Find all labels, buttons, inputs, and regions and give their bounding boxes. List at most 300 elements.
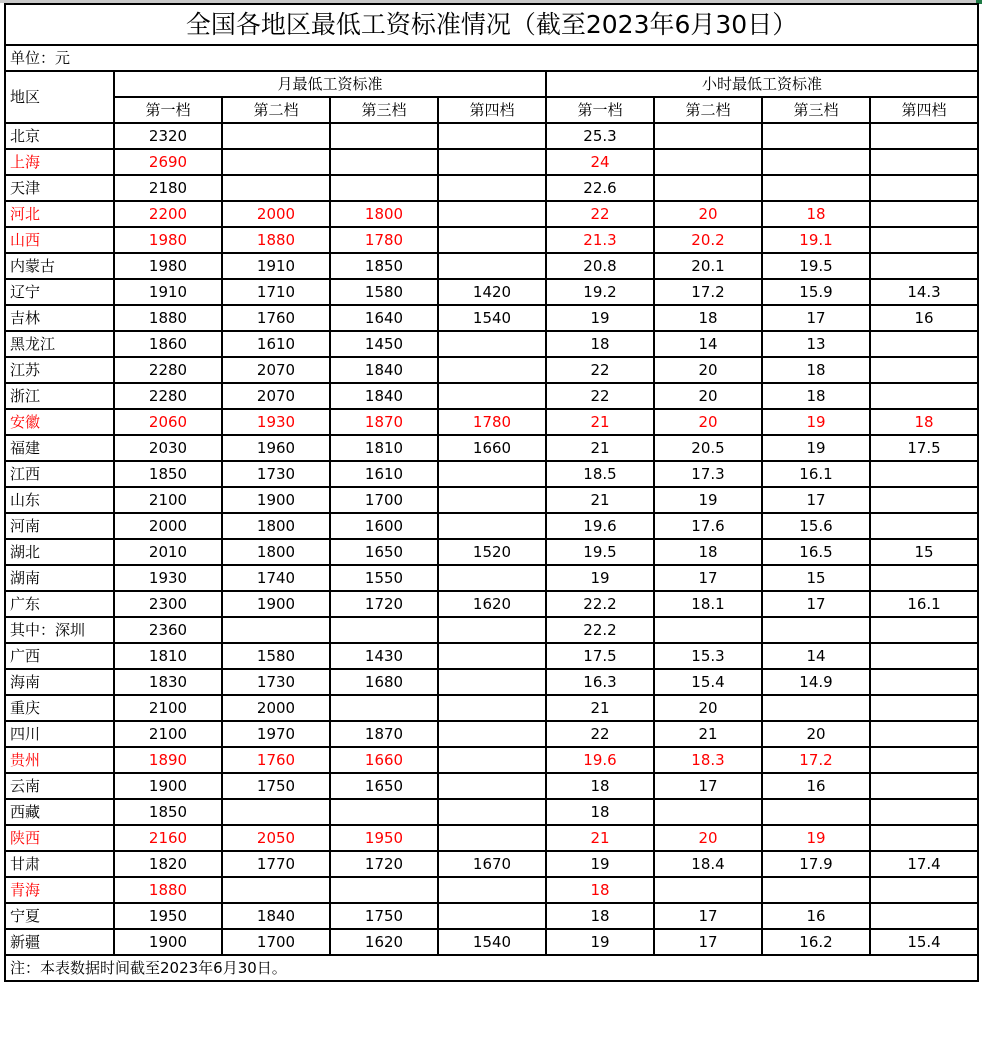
hourly-tier-2-cell[interactable]: 20	[654, 695, 762, 721]
monthly-tier-4-cell[interactable]: 1520	[438, 539, 546, 565]
monthly-tier-4-cell[interactable]	[438, 123, 546, 149]
monthly-tier-1-cell[interactable]: 1900	[114, 773, 222, 799]
hourly-tier-3-cell[interactable]	[762, 149, 870, 175]
monthly-tier-3-cell[interactable]: 1750	[330, 903, 438, 929]
hourly-tier-2-cell[interactable]: 18.3	[654, 747, 762, 773]
hourly-tier-3-cell[interactable]	[762, 123, 870, 149]
hourly-tier-2-cell[interactable]: 17.6	[654, 513, 762, 539]
hourly-tier-4-cell[interactable]	[870, 617, 978, 643]
monthly-tier-3-cell[interactable]: 1700	[330, 487, 438, 513]
monthly-tier-4-cell[interactable]	[438, 617, 546, 643]
monthly-tier-1-cell[interactable]: 2100	[114, 721, 222, 747]
monthly-tier-3-cell[interactable]: 1950	[330, 825, 438, 851]
monthly-tier-4-cell[interactable]: 1660	[438, 435, 546, 461]
region-cell[interactable]: 广西	[5, 643, 114, 669]
monthly-tier-4-cell[interactable]	[438, 253, 546, 279]
region-cell[interactable]: 山东	[5, 487, 114, 513]
hourly-tier-2-cell[interactable]: 17	[654, 565, 762, 591]
monthly-tier-1-cell[interactable]: 1890	[114, 747, 222, 773]
hourly-tier-3-cell[interactable]	[762, 695, 870, 721]
region-cell[interactable]: 云南	[5, 773, 114, 799]
hourly-tier-2-cell[interactable]: 15.4	[654, 669, 762, 695]
monthly-tier-2-cell[interactable]: 2000	[222, 695, 330, 721]
monthly-tier-2-cell[interactable]: 1970	[222, 721, 330, 747]
monthly-tier-3-cell[interactable]: 1650	[330, 773, 438, 799]
monthly-tier-3-cell[interactable]	[330, 617, 438, 643]
hourly-tier-3-cell[interactable]	[762, 799, 870, 825]
hourly-tier-3-cell[interactable]: 16	[762, 903, 870, 929]
monthly-tier-4-cell[interactable]: 1620	[438, 591, 546, 617]
region-cell[interactable]: 甘肃	[5, 851, 114, 877]
monthly-tier-4-cell[interactable]	[438, 565, 546, 591]
monthly-tier-4-cell[interactable]: 1670	[438, 851, 546, 877]
hourly-tier-1-cell[interactable]: 19	[546, 565, 654, 591]
monthly-tier-1-cell[interactable]: 1980	[114, 253, 222, 279]
hourly-tier-1-cell[interactable]: 17.5	[546, 643, 654, 669]
monthly-tier-3-cell[interactable]	[330, 877, 438, 903]
region-cell[interactable]: 海南	[5, 669, 114, 695]
monthly-tier-3-cell[interactable]: 1600	[330, 513, 438, 539]
monthly-tier-1-cell[interactable]: 2030	[114, 435, 222, 461]
monthly-tier-1-cell[interactable]: 1880	[114, 305, 222, 331]
hourly-tier-4-cell[interactable]	[870, 487, 978, 513]
monthly-tier-2-cell[interactable]: 1800	[222, 539, 330, 565]
monthly-tier-2-cell[interactable]: 1730	[222, 461, 330, 487]
hourly-tier-1-cell[interactable]: 19.2	[546, 279, 654, 305]
hourly-tier-4-cell[interactable]: 17.5	[870, 435, 978, 461]
hourly-tier-3-cell[interactable]: 13	[762, 331, 870, 357]
monthly-tier-1-cell[interactable]: 1820	[114, 851, 222, 877]
hourly-tier-3-cell[interactable]: 19	[762, 435, 870, 461]
hourly-tier-2-cell[interactable]: 18.1	[654, 591, 762, 617]
hourly-tier-2-cell[interactable]: 18	[654, 539, 762, 565]
hourly-tier-2-cell[interactable]: 20	[654, 409, 762, 435]
hourly-tier-4-cell[interactable]: 18	[870, 409, 978, 435]
hourly-tier-4-cell[interactable]	[870, 175, 978, 201]
monthly-tier-1-cell[interactable]: 2300	[114, 591, 222, 617]
region-cell[interactable]: 河北	[5, 201, 114, 227]
region-cell[interactable]: 湖北	[5, 539, 114, 565]
hourly-tier-3-cell[interactable]: 16.5	[762, 539, 870, 565]
hourly-tier-4-cell[interactable]	[870, 227, 978, 253]
hourly-tier-1-cell[interactable]: 19	[546, 305, 654, 331]
monthly-tier-4-cell[interactable]	[438, 331, 546, 357]
monthly-tier-2-cell[interactable]: 1910	[222, 253, 330, 279]
hourly-tier-3-header[interactable]: 第三档	[762, 97, 870, 123]
hourly-tier-2-cell[interactable]: 20	[654, 825, 762, 851]
monthly-tier-1-cell[interactable]: 2000	[114, 513, 222, 539]
hourly-tier-1-cell[interactable]: 24	[546, 149, 654, 175]
monthly-tier-1-cell[interactable]: 2010	[114, 539, 222, 565]
hourly-tier-1-cell[interactable]: 18	[546, 903, 654, 929]
hourly-tier-1-cell[interactable]: 19.5	[546, 539, 654, 565]
region-column-header[interactable]: 地区	[5, 71, 114, 123]
monthly-tier-3-cell[interactable]: 1720	[330, 851, 438, 877]
hourly-tier-4-cell[interactable]	[870, 721, 978, 747]
hourly-tier-2-cell[interactable]: 20.1	[654, 253, 762, 279]
monthly-tier-4-cell[interactable]	[438, 773, 546, 799]
monthly-tier-4-cell[interactable]	[438, 227, 546, 253]
monthly-tier-2-cell[interactable]: 1960	[222, 435, 330, 461]
region-cell[interactable]: 广东	[5, 591, 114, 617]
hourly-tier-3-cell[interactable]	[762, 617, 870, 643]
region-cell[interactable]: 宁夏	[5, 903, 114, 929]
monthly-tier-3-cell[interactable]: 1840	[330, 383, 438, 409]
region-cell[interactable]: 西藏	[5, 799, 114, 825]
monthly-tier-2-header[interactable]: 第二档	[222, 97, 330, 123]
monthly-tier-3-cell[interactable]	[330, 695, 438, 721]
monthly-tier-3-cell[interactable]	[330, 123, 438, 149]
region-cell[interactable]: 湖南	[5, 565, 114, 591]
monthly-tier-3-cell[interactable]: 1810	[330, 435, 438, 461]
monthly-tier-2-cell[interactable]	[222, 175, 330, 201]
hourly-tier-2-cell[interactable]: 18	[654, 305, 762, 331]
hourly-tier-1-cell[interactable]: 19	[546, 851, 654, 877]
monthly-tier-2-cell[interactable]	[222, 799, 330, 825]
hourly-tier-1-cell[interactable]: 18.5	[546, 461, 654, 487]
monthly-tier-3-cell[interactable]: 1660	[330, 747, 438, 773]
monthly-tier-1-cell[interactable]: 2690	[114, 149, 222, 175]
hourly-tier-3-cell[interactable]: 17	[762, 591, 870, 617]
hourly-tier-1-cell[interactable]: 20.8	[546, 253, 654, 279]
hourly-tier-2-cell[interactable]: 17.2	[654, 279, 762, 305]
hourly-tier-4-cell[interactable]	[870, 461, 978, 487]
monthly-tier-4-cell[interactable]	[438, 461, 546, 487]
hourly-tier-3-cell[interactable]: 18	[762, 383, 870, 409]
table-title[interactable]: 全国各地区最低工资标准情况（截至2023年6月30日）	[5, 4, 978, 45]
monthly-tier-2-cell[interactable]	[222, 617, 330, 643]
monthly-tier-4-cell[interactable]	[438, 487, 546, 513]
monthly-tier-1-cell[interactable]: 2360	[114, 617, 222, 643]
hourly-tier-3-cell[interactable]: 16	[762, 773, 870, 799]
monthly-tier-1-cell[interactable]: 2160	[114, 825, 222, 851]
hourly-tier-4-cell[interactable]	[870, 799, 978, 825]
monthly-tier-3-cell[interactable]: 1840	[330, 357, 438, 383]
monthly-tier-3-cell[interactable]: 1610	[330, 461, 438, 487]
monthly-tier-2-cell[interactable]	[222, 877, 330, 903]
hourly-tier-2-cell[interactable]: 18.4	[654, 851, 762, 877]
hourly-tier-3-cell[interactable]: 16.1	[762, 461, 870, 487]
hourly-tier-4-cell[interactable]	[870, 747, 978, 773]
hourly-tier-4-cell[interactable]	[870, 825, 978, 851]
monthly-tier-2-cell[interactable]: 1710	[222, 279, 330, 305]
hourly-tier-2-cell[interactable]	[654, 175, 762, 201]
hourly-tier-2-cell[interactable]: 17	[654, 773, 762, 799]
monthly-tier-4-cell[interactable]	[438, 877, 546, 903]
hourly-tier-3-cell[interactable]: 16.2	[762, 929, 870, 955]
hourly-tier-2-cell[interactable]: 20	[654, 201, 762, 227]
monthly-tier-2-cell[interactable]: 1750	[222, 773, 330, 799]
monthly-tier-2-cell[interactable]: 2050	[222, 825, 330, 851]
hourly-tier-4-cell[interactable]	[870, 695, 978, 721]
region-cell[interactable]: 江西	[5, 461, 114, 487]
hourly-tier-1-cell[interactable]: 21	[546, 409, 654, 435]
region-cell[interactable]: 青海	[5, 877, 114, 903]
monthly-tier-3-cell[interactable]: 1650	[330, 539, 438, 565]
hourly-tier-1-cell[interactable]: 21	[546, 487, 654, 513]
hourly-tier-2-cell[interactable]: 20	[654, 357, 762, 383]
monthly-tier-2-cell[interactable]: 1740	[222, 565, 330, 591]
hourly-tier-3-cell[interactable]: 17.9	[762, 851, 870, 877]
region-cell[interactable]: 内蒙古	[5, 253, 114, 279]
monthly-tier-1-cell[interactable]: 1950	[114, 903, 222, 929]
monthly-tier-2-cell[interactable]: 2070	[222, 357, 330, 383]
monthly-tier-1-cell[interactable]: 1980	[114, 227, 222, 253]
hourly-tier-3-cell[interactable]: 17	[762, 305, 870, 331]
hourly-tier-3-cell[interactable]	[762, 877, 870, 903]
monthly-group-header[interactable]: 月最低工资标准	[114, 71, 546, 97]
monthly-tier-2-cell[interactable]: 2070	[222, 383, 330, 409]
hourly-tier-4-cell[interactable]	[870, 669, 978, 695]
monthly-tier-2-cell[interactable]: 1840	[222, 903, 330, 929]
monthly-tier-1-cell[interactable]: 1830	[114, 669, 222, 695]
monthly-tier-2-cell[interactable]: 1580	[222, 643, 330, 669]
monthly-tier-2-cell[interactable]: 1760	[222, 305, 330, 331]
hourly-tier-4-cell[interactable]: 16.1	[870, 591, 978, 617]
hourly-tier-2-cell[interactable]	[654, 617, 762, 643]
monthly-tier-4-header[interactable]: 第四档	[438, 97, 546, 123]
monthly-tier-3-cell[interactable]: 1720	[330, 591, 438, 617]
monthly-tier-3-cell[interactable]: 1870	[330, 721, 438, 747]
hourly-tier-3-cell[interactable]: 17	[762, 487, 870, 513]
hourly-tier-1-cell[interactable]: 22	[546, 721, 654, 747]
hourly-tier-3-cell[interactable]: 17.2	[762, 747, 870, 773]
region-cell[interactable]: 贵州	[5, 747, 114, 773]
hourly-tier-4-cell[interactable]	[870, 643, 978, 669]
hourly-tier-2-cell[interactable]: 14	[654, 331, 762, 357]
hourly-tier-1-cell[interactable]: 16.3	[546, 669, 654, 695]
hourly-tier-3-cell[interactable]: 19.1	[762, 227, 870, 253]
region-cell[interactable]: 北京	[5, 123, 114, 149]
monthly-tier-3-cell[interactable]: 1640	[330, 305, 438, 331]
hourly-tier-1-cell[interactable]: 18	[546, 799, 654, 825]
region-cell[interactable]: 黑龙江	[5, 331, 114, 357]
monthly-tier-4-cell[interactable]: 1780	[438, 409, 546, 435]
hourly-tier-2-cell[interactable]	[654, 149, 762, 175]
monthly-tier-3-cell[interactable]: 1620	[330, 929, 438, 955]
region-cell[interactable]: 福建	[5, 435, 114, 461]
hourly-tier-3-cell[interactable]: 15.9	[762, 279, 870, 305]
monthly-tier-3-cell[interactable]: 1850	[330, 253, 438, 279]
monthly-tier-3-header[interactable]: 第三档	[330, 97, 438, 123]
hourly-tier-3-cell[interactable]: 18	[762, 357, 870, 383]
monthly-tier-3-cell[interactable]: 1450	[330, 331, 438, 357]
monthly-tier-3-cell[interactable]: 1680	[330, 669, 438, 695]
monthly-tier-2-cell[interactable]: 1930	[222, 409, 330, 435]
hourly-tier-2-cell[interactable]: 19	[654, 487, 762, 513]
monthly-tier-2-cell[interactable]: 1760	[222, 747, 330, 773]
monthly-tier-1-cell[interactable]: 1930	[114, 565, 222, 591]
hourly-tier-3-cell[interactable]: 15.6	[762, 513, 870, 539]
hourly-tier-4-cell[interactable]: 14.3	[870, 279, 978, 305]
hourly-tier-4-cell[interactable]: 15.4	[870, 929, 978, 955]
hourly-tier-3-cell[interactable]: 18	[762, 201, 870, 227]
hourly-tier-1-cell[interactable]: 19.6	[546, 513, 654, 539]
monthly-tier-1-header[interactable]: 第一档	[114, 97, 222, 123]
hourly-tier-1-cell[interactable]: 21	[546, 825, 654, 851]
monthly-tier-3-cell[interactable]: 1550	[330, 565, 438, 591]
hourly-tier-3-cell[interactable]: 14	[762, 643, 870, 669]
monthly-tier-1-cell[interactable]: 2320	[114, 123, 222, 149]
region-cell[interactable]: 陕西	[5, 825, 114, 851]
monthly-tier-4-cell[interactable]	[438, 799, 546, 825]
unit-label[interactable]: 单位：元	[5, 45, 978, 71]
hourly-tier-2-cell[interactable]: 15.3	[654, 643, 762, 669]
region-cell[interactable]: 天津	[5, 175, 114, 201]
monthly-tier-1-cell[interactable]: 2200	[114, 201, 222, 227]
monthly-tier-2-cell[interactable]: 1730	[222, 669, 330, 695]
hourly-tier-1-cell[interactable]: 22.2	[546, 591, 654, 617]
monthly-tier-4-cell[interactable]	[438, 747, 546, 773]
hourly-tier-2-header[interactable]: 第二档	[654, 97, 762, 123]
monthly-tier-4-cell[interactable]	[438, 825, 546, 851]
region-cell[interactable]: 安徽	[5, 409, 114, 435]
monthly-tier-2-cell[interactable]: 1880	[222, 227, 330, 253]
monthly-tier-1-cell[interactable]: 2280	[114, 357, 222, 383]
monthly-tier-3-cell[interactable]: 1870	[330, 409, 438, 435]
monthly-tier-4-cell[interactable]: 1420	[438, 279, 546, 305]
monthly-tier-1-cell[interactable]: 2180	[114, 175, 222, 201]
hourly-tier-4-cell[interactable]: 17.4	[870, 851, 978, 877]
hourly-tier-2-cell[interactable]	[654, 799, 762, 825]
monthly-tier-1-cell[interactable]: 2060	[114, 409, 222, 435]
monthly-tier-2-cell[interactable]: 1770	[222, 851, 330, 877]
monthly-tier-1-cell[interactable]: 2280	[114, 383, 222, 409]
monthly-tier-4-cell[interactable]	[438, 903, 546, 929]
hourly-tier-3-cell[interactable]: 20	[762, 721, 870, 747]
monthly-tier-4-cell[interactable]: 1540	[438, 929, 546, 955]
region-cell[interactable]: 吉林	[5, 305, 114, 331]
monthly-tier-2-cell[interactable]	[222, 123, 330, 149]
hourly-tier-2-cell[interactable]: 17.3	[654, 461, 762, 487]
hourly-tier-4-cell[interactable]	[870, 357, 978, 383]
hourly-tier-2-cell[interactable]: 17	[654, 929, 762, 955]
monthly-tier-2-cell[interactable]: 1800	[222, 513, 330, 539]
monthly-tier-4-cell[interactable]	[438, 643, 546, 669]
region-cell[interactable]: 重庆	[5, 695, 114, 721]
hourly-tier-4-cell[interactable]	[870, 123, 978, 149]
hourly-tier-4-cell[interactable]	[870, 565, 978, 591]
monthly-tier-2-cell[interactable]: 1900	[222, 487, 330, 513]
monthly-tier-2-cell[interactable]	[222, 149, 330, 175]
monthly-tier-2-cell[interactable]: 1700	[222, 929, 330, 955]
hourly-tier-4-cell[interactable]	[870, 331, 978, 357]
hourly-tier-3-cell[interactable]: 19	[762, 825, 870, 851]
monthly-tier-3-cell[interactable]: 1580	[330, 279, 438, 305]
hourly-tier-4-cell[interactable]	[870, 513, 978, 539]
hourly-tier-2-cell[interactable]: 21	[654, 721, 762, 747]
hourly-tier-2-cell[interactable]	[654, 123, 762, 149]
hourly-tier-4-cell[interactable]	[870, 383, 978, 409]
region-cell[interactable]: 山西	[5, 227, 114, 253]
monthly-tier-3-cell[interactable]: 1430	[330, 643, 438, 669]
hourly-tier-1-cell[interactable]: 18	[546, 773, 654, 799]
hourly-tier-1-cell[interactable]: 22.2	[546, 617, 654, 643]
region-cell[interactable]: 辽宁	[5, 279, 114, 305]
hourly-tier-4-cell[interactable]	[870, 149, 978, 175]
monthly-tier-4-cell[interactable]	[438, 669, 546, 695]
hourly-tier-4-cell[interactable]: 15	[870, 539, 978, 565]
monthly-tier-1-cell[interactable]: 1850	[114, 799, 222, 825]
monthly-tier-1-cell[interactable]: 1900	[114, 929, 222, 955]
monthly-tier-1-cell[interactable]: 1810	[114, 643, 222, 669]
monthly-tier-4-cell[interactable]	[438, 149, 546, 175]
hourly-tier-2-cell[interactable]: 20.2	[654, 227, 762, 253]
monthly-tier-1-cell[interactable]: 1880	[114, 877, 222, 903]
footnote[interactable]: 注：本表数据时间截至2023年6月30日。	[5, 955, 978, 981]
hourly-group-header[interactable]: 小时最低工资标准	[546, 71, 978, 97]
monthly-tier-4-cell[interactable]	[438, 695, 546, 721]
hourly-tier-2-cell[interactable]: 20	[654, 383, 762, 409]
hourly-tier-4-cell[interactable]	[870, 773, 978, 799]
hourly-tier-2-cell[interactable]: 20.5	[654, 435, 762, 461]
hourly-tier-2-cell[interactable]: 17	[654, 903, 762, 929]
hourly-tier-1-cell[interactable]: 19.6	[546, 747, 654, 773]
monthly-tier-4-cell[interactable]	[438, 175, 546, 201]
hourly-tier-4-cell[interactable]	[870, 201, 978, 227]
monthly-tier-1-cell[interactable]: 2100	[114, 487, 222, 513]
monthly-tier-3-cell[interactable]	[330, 149, 438, 175]
hourly-tier-1-cell[interactable]: 18	[546, 877, 654, 903]
hourly-tier-3-cell[interactable]: 15	[762, 565, 870, 591]
hourly-tier-1-cell[interactable]: 18	[546, 331, 654, 357]
hourly-tier-4-header[interactable]: 第四档	[870, 97, 978, 123]
monthly-tier-1-cell[interactable]: 1860	[114, 331, 222, 357]
monthly-tier-3-cell[interactable]	[330, 799, 438, 825]
region-cell[interactable]: 四川	[5, 721, 114, 747]
monthly-tier-4-cell[interactable]	[438, 357, 546, 383]
region-cell[interactable]: 新疆	[5, 929, 114, 955]
hourly-tier-1-cell[interactable]: 21	[546, 695, 654, 721]
region-cell[interactable]: 江苏	[5, 357, 114, 383]
monthly-tier-2-cell[interactable]: 1900	[222, 591, 330, 617]
region-cell[interactable]: 浙江	[5, 383, 114, 409]
monthly-tier-3-cell[interactable]	[330, 175, 438, 201]
hourly-tier-1-cell[interactable]: 22	[546, 383, 654, 409]
hourly-tier-3-cell[interactable]: 14.9	[762, 669, 870, 695]
hourly-tier-1-cell[interactable]: 22	[546, 201, 654, 227]
hourly-tier-1-cell[interactable]: 19	[546, 929, 654, 955]
hourly-tier-4-cell[interactable]	[870, 877, 978, 903]
hourly-tier-1-cell[interactable]: 25.3	[546, 123, 654, 149]
hourly-tier-1-header[interactable]: 第一档	[546, 97, 654, 123]
monthly-tier-2-cell[interactable]: 2000	[222, 201, 330, 227]
hourly-tier-2-cell[interactable]	[654, 877, 762, 903]
hourly-tier-1-cell[interactable]: 22.6	[546, 175, 654, 201]
monthly-tier-1-cell[interactable]: 1910	[114, 279, 222, 305]
region-cell[interactable]: 其中：深圳	[5, 617, 114, 643]
monthly-tier-2-cell[interactable]: 1610	[222, 331, 330, 357]
monthly-tier-1-cell[interactable]: 1850	[114, 461, 222, 487]
hourly-tier-3-cell[interactable]	[762, 175, 870, 201]
hourly-tier-4-cell[interactable]	[870, 903, 978, 929]
monthly-tier-1-cell[interactable]: 2100	[114, 695, 222, 721]
monthly-tier-3-cell[interactable]: 1780	[330, 227, 438, 253]
hourly-tier-1-cell[interactable]: 21.3	[546, 227, 654, 253]
monthly-tier-3-cell[interactable]: 1800	[330, 201, 438, 227]
monthly-tier-4-cell[interactable]: 1540	[438, 305, 546, 331]
monthly-tier-4-cell[interactable]	[438, 383, 546, 409]
hourly-tier-4-cell[interactable]	[870, 253, 978, 279]
hourly-tier-3-cell[interactable]: 19.5	[762, 253, 870, 279]
monthly-tier-4-cell[interactable]	[438, 201, 546, 227]
hourly-tier-4-cell[interactable]: 16	[870, 305, 978, 331]
hourly-tier-1-cell[interactable]: 22	[546, 357, 654, 383]
monthly-tier-4-cell[interactable]	[438, 513, 546, 539]
hourly-tier-3-cell[interactable]: 19	[762, 409, 870, 435]
hourly-tier-1-cell[interactable]: 21	[546, 435, 654, 461]
monthly-tier-4-cell[interactable]	[438, 721, 546, 747]
